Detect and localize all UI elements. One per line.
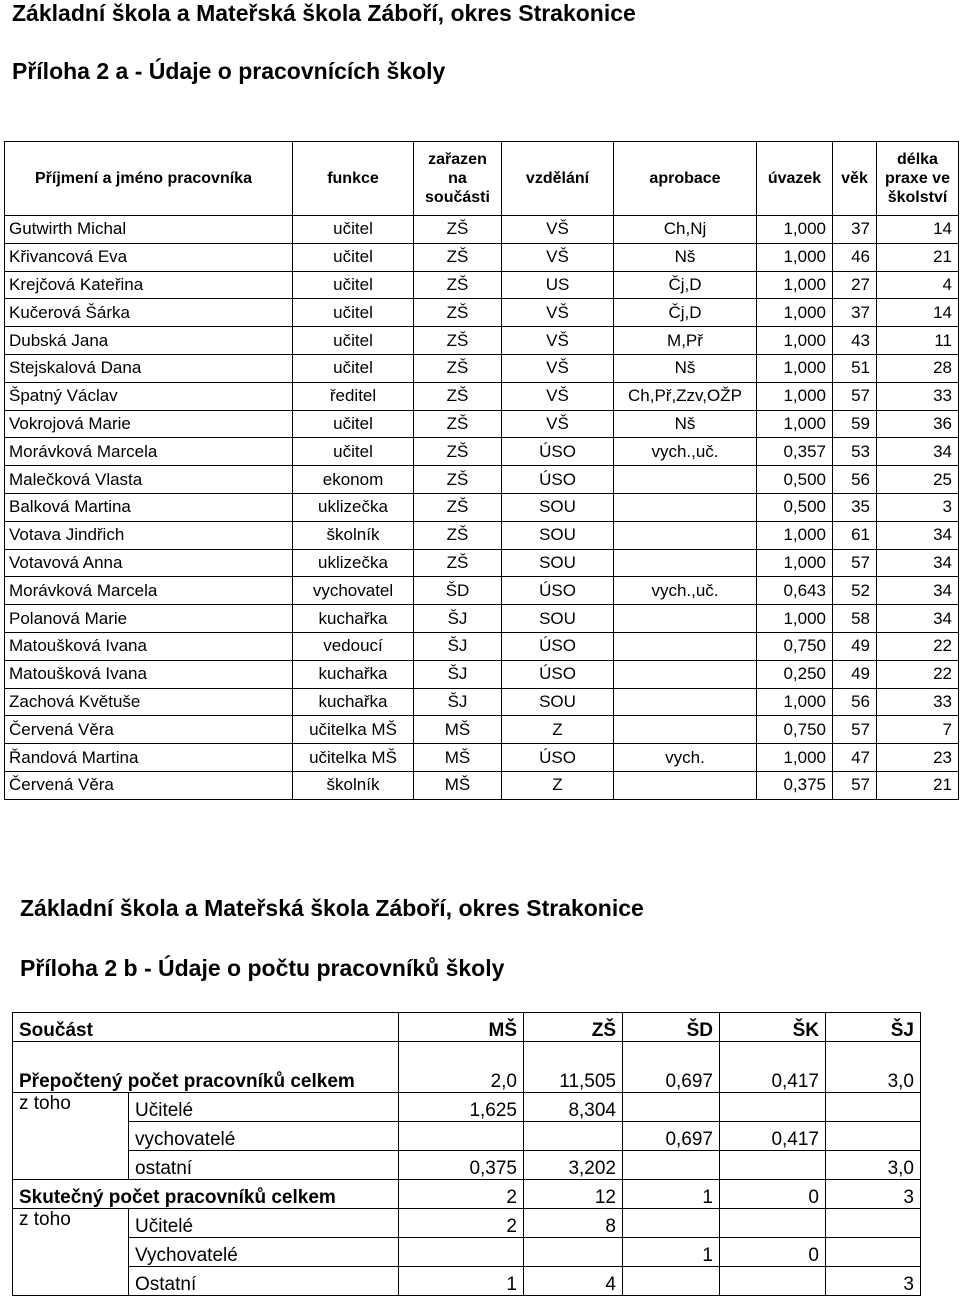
- table-row: [5, 688, 959, 716]
- staff-function: školník: [293, 521, 414, 549]
- recalc-sub-label: vychovatelé: [129, 1122, 399, 1151]
- staff-unit: MŠ: [414, 744, 502, 772]
- staff-unit: ZŠ: [414, 549, 502, 577]
- staff-qualification: vych.: [614, 744, 757, 772]
- list-item: [13, 1093, 921, 1122]
- staff-education: ÚSO: [502, 744, 614, 772]
- staff-workload: 1,000: [757, 216, 833, 244]
- header-unit: zařazen na součásti: [414, 142, 502, 216]
- annex-b-title: Příloha 2 b - Údaje o počtu pracovníků školy: [20, 955, 505, 981]
- staff-qualification: Ch,Nj: [614, 216, 757, 244]
- staff-workload: 0,500: [757, 466, 833, 494]
- list-item: [13, 1267, 921, 1296]
- staff-unit: ZŠ: [414, 327, 502, 355]
- staff-unit: MŠ: [414, 771, 502, 799]
- staff-experience: 21: [877, 771, 959, 799]
- staff-qualification: M,Př: [614, 327, 757, 355]
- table-row: [5, 438, 959, 466]
- staff-education: SOU: [502, 549, 614, 577]
- staff-workload: 1,000: [757, 521, 833, 549]
- staff-qualification: [614, 605, 757, 633]
- staff-experience: 7: [877, 716, 959, 744]
- cell: [826, 1122, 921, 1151]
- staff-name: Matoušková Ivana: [5, 632, 293, 660]
- staff-qualification: [614, 466, 757, 494]
- cell: [399, 1122, 524, 1151]
- staff-header-row: [5, 142, 959, 216]
- cell: [826, 1209, 921, 1238]
- staff-age: 61: [833, 521, 877, 549]
- staff-name: Dubská Jana: [5, 327, 293, 355]
- list-item: [13, 1238, 921, 1267]
- staff-qualification: Nš: [614, 410, 757, 438]
- staff-qualification: Ch,Př,Zzv,OŽP: [614, 382, 757, 410]
- staff-name: Votavová Anna: [5, 549, 293, 577]
- staff-qualification: Nš: [614, 243, 757, 271]
- staff-name: Červená Věra: [5, 771, 293, 799]
- recalc-label: Přepočtený počet pracovníků celkem: [13, 1042, 399, 1093]
- staff-experience: 36: [877, 410, 959, 438]
- staff-qualification: [614, 493, 757, 521]
- staff-function: učitel: [293, 354, 414, 382]
- staff-age: 51: [833, 354, 877, 382]
- staff-workload: 0,250: [757, 660, 833, 688]
- cell: [623, 1267, 720, 1296]
- staff-education: VŠ: [502, 382, 614, 410]
- cell: [399, 1238, 524, 1267]
- staff-age: 57: [833, 771, 877, 799]
- staff-workload: 0,643: [757, 577, 833, 605]
- staff-age: 27: [833, 271, 877, 299]
- actual-of-which: z toho: [13, 1209, 129, 1296]
- staff-unit: ŠJ: [414, 632, 502, 660]
- staff-workload: 1,000: [757, 299, 833, 327]
- table-row: [5, 549, 959, 577]
- staff-function: ekonom: [293, 466, 414, 494]
- staff-experience: 21: [877, 243, 959, 271]
- staff-experience: 14: [877, 216, 959, 244]
- staff-education: VŠ: [502, 243, 614, 271]
- cell: 0,375: [399, 1151, 524, 1180]
- table-row: [5, 605, 959, 633]
- staff-education: ÚSO: [502, 660, 614, 688]
- actual-zs: 12: [524, 1180, 623, 1209]
- staff-workload: 0,500: [757, 493, 833, 521]
- cell: 3,0: [826, 1151, 921, 1180]
- staff-function: učitel: [293, 438, 414, 466]
- cell: [826, 1093, 921, 1122]
- recalc-sd: 0,697: [623, 1042, 720, 1093]
- staff-qualification: vych.,uč.: [614, 438, 757, 466]
- header-component: Součást: [13, 1013, 129, 1042]
- staff-age: 35: [833, 493, 877, 521]
- staff-function: vychovatel: [293, 577, 414, 605]
- cell: 8: [524, 1209, 623, 1238]
- staff-unit: ZŠ: [414, 466, 502, 494]
- staff-workload: 1,000: [757, 410, 833, 438]
- table-row: [5, 744, 959, 772]
- table-row: [5, 354, 959, 382]
- staff-experience: 34: [877, 521, 959, 549]
- staff-age: 56: [833, 466, 877, 494]
- header-qualification: aprobace: [614, 142, 757, 216]
- recalc-sj: 3,0: [826, 1042, 921, 1093]
- staff-workload: 0,357: [757, 438, 833, 466]
- header-age: věk: [833, 142, 877, 216]
- actual-sd: 1: [623, 1180, 720, 1209]
- staff-workload: 1,000: [757, 744, 833, 772]
- staff-workload: 1,000: [757, 382, 833, 410]
- staff-education: Z: [502, 771, 614, 799]
- staff-workload: 0,750: [757, 716, 833, 744]
- staff-experience: 4: [877, 271, 959, 299]
- staff-qualification: [614, 716, 757, 744]
- actual-sub-label: Vychovatelé: [129, 1238, 399, 1267]
- staff-age: 53: [833, 438, 877, 466]
- actual-sub-label: Ostatní: [129, 1267, 399, 1296]
- staff-education: ÚSO: [502, 466, 614, 494]
- cell: [826, 1238, 921, 1267]
- staff-function: učitelka MŠ: [293, 716, 414, 744]
- table-row: [5, 771, 959, 799]
- counts-table: [12, 1012, 921, 1296]
- staff-name: Malečková Vlasta: [5, 466, 293, 494]
- staff-unit: ZŠ: [414, 521, 502, 549]
- staff-name: Gutwirth Michal: [5, 216, 293, 244]
- staff-unit: ZŠ: [414, 438, 502, 466]
- header-zs: ZŠ: [524, 1013, 623, 1042]
- table-row: [5, 577, 959, 605]
- table-row: [5, 632, 959, 660]
- staff-function: uklizečka: [293, 493, 414, 521]
- staff-education: SOU: [502, 605, 614, 633]
- staff-unit: ZŠ: [414, 354, 502, 382]
- actual-total-row: [13, 1180, 921, 1209]
- staff-unit: ZŠ: [414, 216, 502, 244]
- list-item: [13, 1209, 921, 1238]
- recalc-zs: 11,505: [524, 1042, 623, 1093]
- table-row: [5, 493, 959, 521]
- recalc-sk: 0,417: [720, 1042, 826, 1093]
- staff-name: Balková Martina: [5, 493, 293, 521]
- staff-education: ÚSO: [502, 438, 614, 466]
- staff-age: 37: [833, 299, 877, 327]
- table-row: [5, 271, 959, 299]
- cell: 1: [399, 1267, 524, 1296]
- header-education: vzdělání: [502, 142, 614, 216]
- staff-qualification: [614, 549, 757, 577]
- recalc-sub-label: ostatní: [129, 1151, 399, 1180]
- table-row: [5, 716, 959, 744]
- cell: 4: [524, 1267, 623, 1296]
- staff-unit: ZŠ: [414, 493, 502, 521]
- staff-age: 43: [833, 327, 877, 355]
- staff-experience: 3: [877, 493, 959, 521]
- staff-qualification: [614, 688, 757, 716]
- cell: [623, 1209, 720, 1238]
- staff-workload: 1,000: [757, 271, 833, 299]
- staff-education: SOU: [502, 521, 614, 549]
- recalc-total-row: [13, 1042, 921, 1093]
- actual-sub-label: Učitelé: [129, 1209, 399, 1238]
- staff-experience: 33: [877, 382, 959, 410]
- staff-unit: ŠD: [414, 577, 502, 605]
- staff-qualification: Nš: [614, 354, 757, 382]
- table-row: [5, 466, 959, 494]
- staff-workload: 1,000: [757, 327, 833, 355]
- actual-label: Skutečný počet pracovníků celkem: [13, 1180, 399, 1209]
- cell: [720, 1151, 826, 1180]
- actual-sj: 3: [826, 1180, 921, 1209]
- header-sk: ŠK: [720, 1013, 826, 1042]
- staff-education: VŠ: [502, 410, 614, 438]
- staff-experience: 33: [877, 688, 959, 716]
- actual-ms: 2: [399, 1180, 524, 1209]
- staff-name: Votava Jindřich: [5, 521, 293, 549]
- table-row: [5, 521, 959, 549]
- staff-education: VŠ: [502, 299, 614, 327]
- cell: [720, 1209, 826, 1238]
- table-row: [5, 327, 959, 355]
- list-item: [13, 1151, 921, 1180]
- cell: 1: [623, 1238, 720, 1267]
- staff-name: Morávková Marcela: [5, 577, 293, 605]
- staff-name: Křivancová Eva: [5, 243, 293, 271]
- staff-age: 57: [833, 716, 877, 744]
- staff-name: Špatný Václav: [5, 382, 293, 410]
- recalc-of-which: z toho: [13, 1093, 129, 1180]
- cell: [720, 1093, 826, 1122]
- staff-workload: 1,000: [757, 354, 833, 382]
- staff-name: Řandová Martina: [5, 744, 293, 772]
- staff-education: SOU: [502, 493, 614, 521]
- staff-qualification: vych.,uč.: [614, 577, 757, 605]
- staff-unit: ŠJ: [414, 688, 502, 716]
- staff-age: 57: [833, 549, 877, 577]
- staff-age: 56: [833, 688, 877, 716]
- staff-experience: 28: [877, 354, 959, 382]
- staff-workload: 1,000: [757, 688, 833, 716]
- staff-unit: ŠJ: [414, 660, 502, 688]
- staff-age: 57: [833, 382, 877, 410]
- staff-education: ÚSO: [502, 632, 614, 660]
- staff-function: školník: [293, 771, 414, 799]
- counts-header-row: [13, 1013, 921, 1042]
- staff-age: 37: [833, 216, 877, 244]
- staff-name: Červená Věra: [5, 716, 293, 744]
- staff-table: [4, 141, 959, 800]
- annex-a-title: Příloha 2 a - Údaje o pracovnících školy: [12, 58, 446, 84]
- staff-function: učitel: [293, 216, 414, 244]
- staff-name: Kučerová Šárka: [5, 299, 293, 327]
- staff-qualification: [614, 660, 757, 688]
- staff-experience: 14: [877, 299, 959, 327]
- staff-unit: ZŠ: [414, 382, 502, 410]
- staff-education: Z: [502, 716, 614, 744]
- header-function: funkce: [293, 142, 414, 216]
- staff-unit: ZŠ: [414, 243, 502, 271]
- cell: 0: [720, 1238, 826, 1267]
- staff-experience: 22: [877, 660, 959, 688]
- cell: 3: [826, 1267, 921, 1296]
- staff-age: 59: [833, 410, 877, 438]
- header-sj: ŠJ: [826, 1013, 921, 1042]
- actual-sk: 0: [720, 1180, 826, 1209]
- staff-name: Matoušková Ivana: [5, 660, 293, 688]
- recalc-sub-label: Učitelé: [129, 1093, 399, 1122]
- staff-qualification: Čj,D: [614, 299, 757, 327]
- cell: 8,304: [524, 1093, 623, 1122]
- staff-experience: 11: [877, 327, 959, 355]
- cell: [623, 1093, 720, 1122]
- staff-qualification: [614, 632, 757, 660]
- cell: 3,202: [524, 1151, 623, 1180]
- header-experience: délka praxe ve školství: [877, 142, 959, 216]
- cell: [623, 1151, 720, 1180]
- staff-name: Zachová Květuše: [5, 688, 293, 716]
- header-workload: úvazek: [757, 142, 833, 216]
- staff-age: 49: [833, 632, 877, 660]
- staff-workload: 1,000: [757, 549, 833, 577]
- staff-function: učitel: [293, 299, 414, 327]
- staff-name: Krejčová Kateřina: [5, 271, 293, 299]
- cell: [720, 1267, 826, 1296]
- school-title-2: Základní škola a Mateřská škola Záboří, okres Strakonice: [20, 895, 644, 921]
- staff-age: 52: [833, 577, 877, 605]
- staff-function: učitel: [293, 243, 414, 271]
- staff-unit: MŠ: [414, 716, 502, 744]
- staff-age: 49: [833, 660, 877, 688]
- staff-function: ředitel: [293, 382, 414, 410]
- table-row: [5, 382, 959, 410]
- staff-unit: ZŠ: [414, 410, 502, 438]
- staff-education: VŠ: [502, 354, 614, 382]
- staff-experience: 34: [877, 438, 959, 466]
- table-row: [5, 216, 959, 244]
- staff-function: kuchařka: [293, 605, 414, 633]
- staff-education: SOU: [502, 688, 614, 716]
- header-ms: MŠ: [399, 1013, 524, 1042]
- school-title: Základní škola a Mateřská škola Záboří, okres Strakonice: [12, 0, 636, 26]
- staff-function: kuchařka: [293, 688, 414, 716]
- staff-experience: 25: [877, 466, 959, 494]
- staff-function: kuchařka: [293, 660, 414, 688]
- staff-age: 46: [833, 243, 877, 271]
- staff-qualification: [614, 771, 757, 799]
- staff-workload: 0,375: [757, 771, 833, 799]
- staff-education: VŠ: [502, 216, 614, 244]
- staff-name: Vokrojová Marie: [5, 410, 293, 438]
- recalc-ms: 2,0: [399, 1042, 524, 1093]
- staff-function: uklizečka: [293, 549, 414, 577]
- staff-function: vedoucí: [293, 632, 414, 660]
- table-row: [5, 660, 959, 688]
- staff-workload: 1,000: [757, 243, 833, 271]
- staff-education: ÚSO: [502, 577, 614, 605]
- cell: [524, 1122, 623, 1151]
- header-name: Příjmení a jméno pracovníka: [5, 142, 293, 216]
- staff-qualification: [614, 521, 757, 549]
- table-row: [5, 243, 959, 271]
- staff-function: učitel: [293, 271, 414, 299]
- staff-function: učitel: [293, 410, 414, 438]
- cell: 0,697: [623, 1122, 720, 1151]
- cell: [524, 1238, 623, 1267]
- cell: 2: [399, 1209, 524, 1238]
- header-sd: ŠD: [623, 1013, 720, 1042]
- list-item: [13, 1122, 921, 1151]
- table-row: [5, 299, 959, 327]
- staff-age: 58: [833, 605, 877, 633]
- staff-education: US: [502, 271, 614, 299]
- staff-experience: 23: [877, 744, 959, 772]
- staff-unit: ZŠ: [414, 271, 502, 299]
- staff-workload: 1,000: [757, 605, 833, 633]
- staff-unit: ŠJ: [414, 605, 502, 633]
- staff-experience: 34: [877, 577, 959, 605]
- staff-education: VŠ: [502, 327, 614, 355]
- staff-function: učitel: [293, 327, 414, 355]
- staff-name: Stejskalová Dana: [5, 354, 293, 382]
- staff-experience: 34: [877, 605, 959, 633]
- staff-name: Polanová Marie: [5, 605, 293, 633]
- cell: 1,625: [399, 1093, 524, 1122]
- staff-name: Morávková Marcela: [5, 438, 293, 466]
- table-row: [5, 410, 959, 438]
- staff-age: 47: [833, 744, 877, 772]
- staff-experience: 22: [877, 632, 959, 660]
- staff-function: učitelka MŠ: [293, 744, 414, 772]
- staff-workload: 0,750: [757, 632, 833, 660]
- staff-qualification: Čj,D: [614, 271, 757, 299]
- cell: 0,417: [720, 1122, 826, 1151]
- staff-experience: 34: [877, 549, 959, 577]
- staff-unit: ZŠ: [414, 299, 502, 327]
